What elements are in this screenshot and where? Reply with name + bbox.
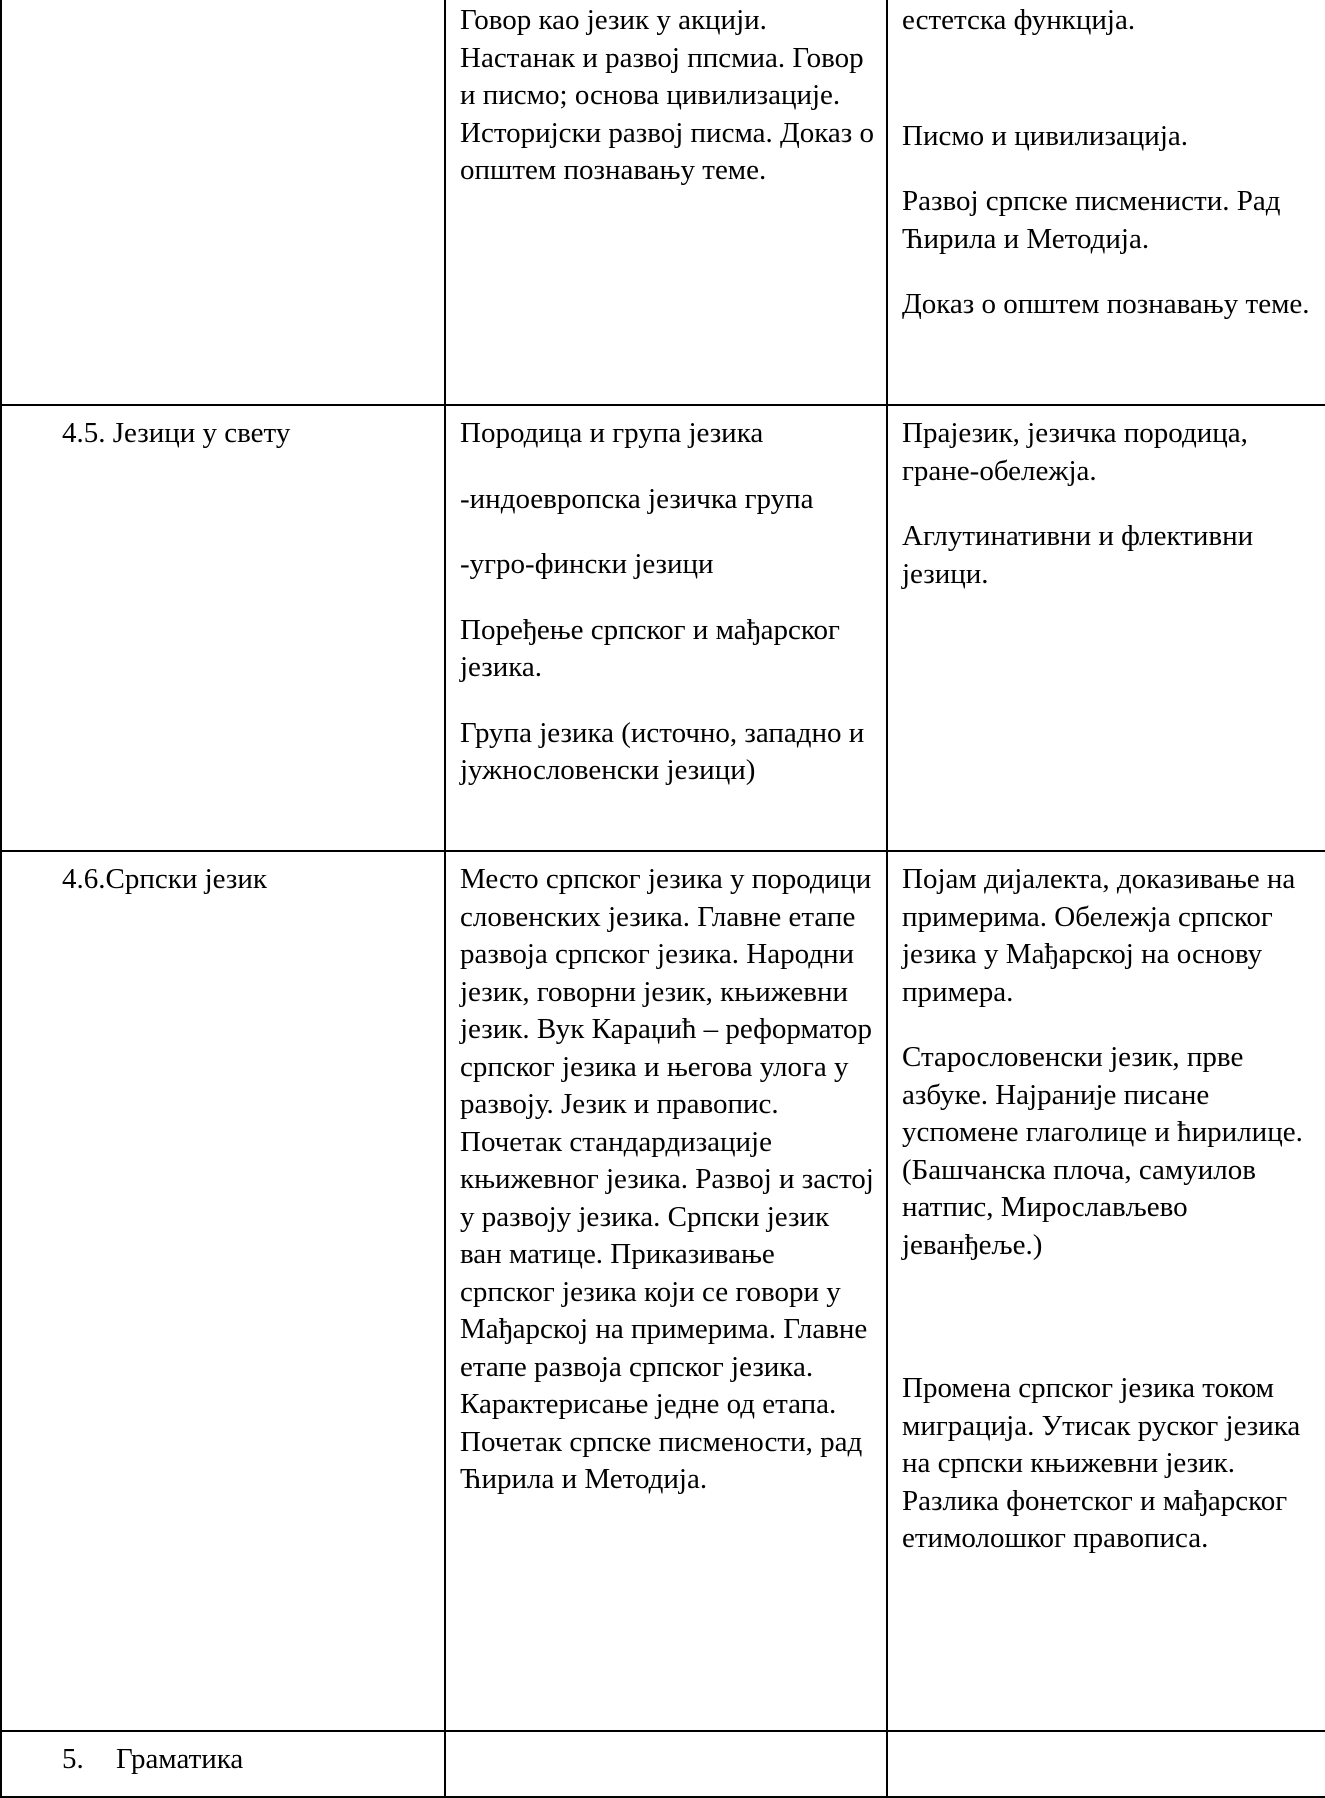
table-cell-content [445,405,887,851]
topic-text: 4.5. Језици у свету [62,417,291,449]
topic-text [2,0,444,2]
table-cell-requirements [887,1731,1325,1797]
table-cell-content [445,0,887,405]
content-paragraph: Говор као језик у акцији. Настанак и развој ппсмиа. Говор и писмо; основа цивилизације. Историјски развој писма. Доказ о општем познавању теме. [460,4,874,186]
table-cell-content [445,1731,887,1797]
topic-text: 4.6.Српски језик [62,863,267,895]
section-number: 5. [62,1743,84,1775]
content-paragraph: Место српског језика у породици словенских језика. Главне етапе развоја српског језика. Народни језик, говорни језик, књижевни језик. Вук Караџић – реформатор српског језика и његова улога у развоју. Језик и правопис. Почетак стандардизације књижевног језика. Развој и застој у развоју језика. Српски језик ван матице. Приказивање српског језика који се говори у Мађарској на примерима. Главне етапе развоја српског језика. Карактерисање једне од етапа. Почетак српске писмености, рад Ћирила и Методија. [460,863,874,1495]
requirement-paragraph: Старословенски језик, прве азбуке. Најраније писане успомене глаголице и ћирилице. (Башчанска плоча, самуилов натпис, Мирослављево јеванђеље.) [902,1041,1303,1261]
requirement-paragraph: Прајезик, језичка породица, гране-обележја. [902,417,1248,487]
table-cell-topic [1,1731,445,1797]
content-paragraph: -угро-фински језици [460,548,714,580]
requirement-paragraph: естетска функција. [902,4,1136,36]
requirement-paragraph: Промена српског језика током миграција. Утисак руског језика на српски књижевни језик. Разлика фонетског и мађарског етимолошког правописа. [902,1372,1301,1554]
table-cell-content [445,851,887,1731]
content-paragraph: Група језика (источно, западно и јужнословенски језици) [460,716,865,786]
requirement-paragraph: Доказ о општем познавању теме. [902,288,1310,320]
requirement-paragraph: Појам дијалекта, доказивање на примерима. Обележја српског језика у Мађарској на основу примера. [902,863,1296,1008]
table-cell-requirements [887,405,1325,851]
content-paragraph: -индоевропска језичка група [460,482,814,515]
table-cell-topic [1,405,445,851]
table-cell-topic [1,851,445,1731]
table-cell-topic [1,0,445,405]
requirement-paragraph: Развој српске писменисти. Рад Ћирила и Методија. [902,185,1281,255]
table-row [1,0,1325,405]
topic-text: Граматика [116,1743,244,1775]
table-cell-requirements [887,0,1325,405]
requirement-paragraph: Писмо и цивилизација. [902,119,1188,152]
table-row [1,1731,1325,1797]
content-paragraph: Породица и група језика [460,417,764,449]
content-paragraph: Поређење српског и мађарског језика. [460,613,840,683]
table-row [1,405,1325,851]
requirement-paragraph: Аглутинативни и флективни језици. [902,520,1254,590]
table-row [1,851,1325,1731]
table-cell-requirements [887,851,1325,1731]
